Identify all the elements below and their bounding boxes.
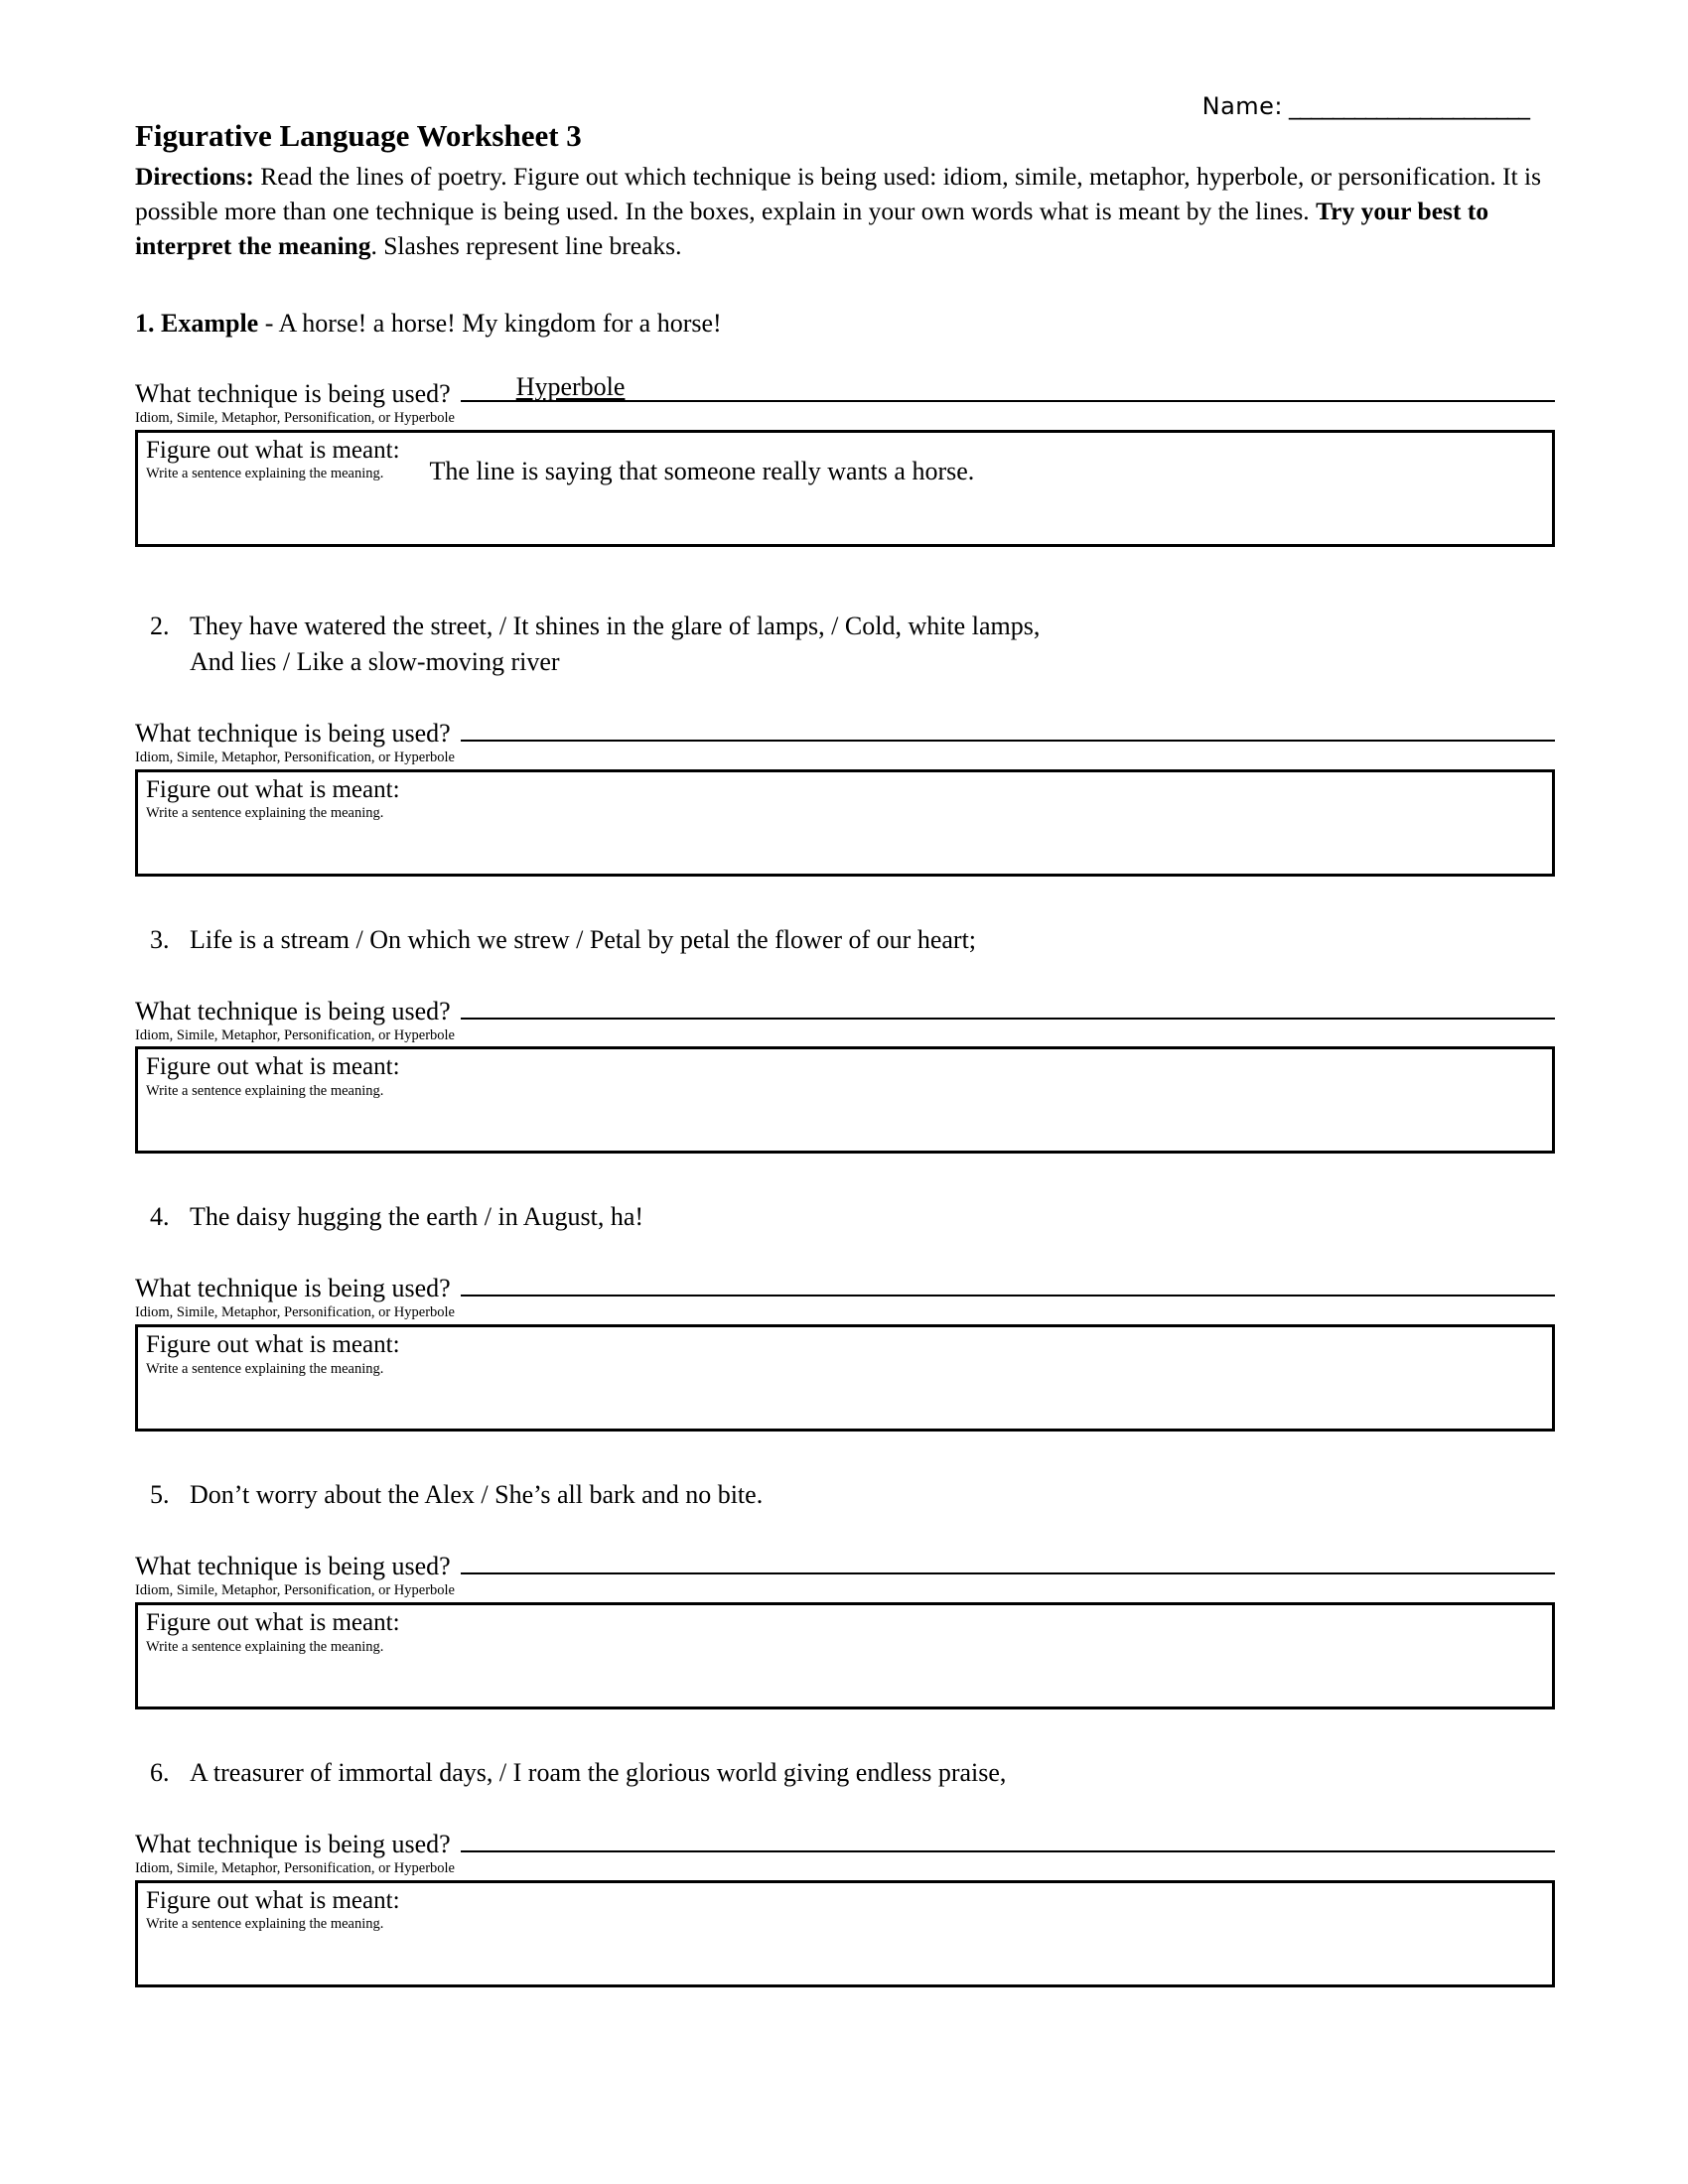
meaning-box-labels-3 [146,1053,400,1099]
question-prompt-6 [135,1755,1555,1791]
technique-question-label-3: What technique is being used? [135,996,451,1025]
meaning-box-subtitle-4: Write a sentence explaining the meaning. [146,1360,384,1377]
technique-hint-3: Idiom, Simile, Metaphor, Personification, or Hyperbole [135,1026,455,1043]
technique-answer-input-3[interactable] [461,992,1555,1020]
technique-row-3 [135,992,1555,1026]
question-body-5 [190,1477,1555,1513]
technique-hint-4: Idiom, Simile, Metaphor, Personification, or Hyperbole [135,1304,455,1321]
technique-hint-5: Idiom, Simile, Metaphor, Personification, or Hyperbole [135,1582,455,1599]
meaning-box-title-6: Figure out what is meant: [146,1886,400,1914]
example-dash: - [258,309,279,339]
question-line-2-2: And lies / Like a slow-moving river [190,646,560,676]
directions-paragraph [135,160,1555,263]
meaning-box-subtitle-3: Write a sentence explaining the meaning. [146,1082,384,1099]
question-body-2 [190,609,1555,680]
technique-question-label-4: What technique is being used? [135,1274,451,1303]
meaning-box-subtitle-2: Write a sentence explaining the meaning. [146,805,384,822]
meaning-answer-box-example[interactable] [135,430,1555,547]
meaning-box-labels-5 [146,1609,400,1655]
meaning-box-labels-2 [146,776,400,822]
meaning-answer-box-6[interactable] [135,1880,1555,1987]
question-number-6: 6. [150,1758,170,1788]
meaning-answer-value-example: The line is saying that someone really wants a horse. [429,456,975,485]
directions-text-part-2: . Slashes represent line breaks. [370,230,682,260]
question-prompt-3 [135,922,1555,958]
meaning-answer-box-4[interactable] [135,1324,1555,1432]
technique-row-example [135,374,1555,409]
technique-answer-input-6[interactable] [461,1825,1555,1852]
technique-hint-2: Idiom, Simile, Metaphor, Personification, or Hyperbole [135,749,455,765]
directions-label: Directions: [135,162,254,192]
worksheet-content [135,117,1555,1987]
question-number-3: 3. [150,924,170,954]
technique-question-label-6: What technique is being used? [135,1829,451,1858]
meaning-box-title-2: Figure out what is meant: [146,775,400,803]
name-label: Name: [1201,92,1283,120]
example-number-label: 1. Example [135,309,259,339]
meaning-box-labels-example [146,437,400,482]
meaning-box-inner-3 [146,1053,1552,1099]
meaning-box-inner-2 [146,776,1552,822]
meaning-box-inner-6 [146,1887,1552,1933]
meaning-box-inner-5 [146,1609,1552,1655]
technique-answer-input-4[interactable] [461,1269,1555,1297]
meaning-box-title-example: Figure out what is meant: [146,436,400,464]
question-number-2: 2. [150,611,170,640]
technique-question-label-2: What technique is being used? [135,718,451,748]
question-line-1-2: They have watered the street, / It shines in the glare of lamps, / Cold, white lamps, [190,611,1041,640]
technique-row-2 [135,714,1555,749]
question-line-1-4: The daisy hugging the earth / in August, ha! [190,1202,644,1232]
meaning-box-title-5: Figure out what is meant: [146,1609,400,1637]
question-line-1-5: Don’t worry about the Alex / She’s all bark and no bite. [190,1480,764,1510]
question-body-6 [190,1755,1555,1791]
technique-answer-input-5[interactable] [461,1547,1555,1574]
question-number-5: 5. [150,1480,170,1510]
meaning-answer-box-5[interactable] [135,1602,1555,1709]
directions-text-part-1: Read the lines of poetry. Figure out which technique is being used: idiom, simile, metaphor, hyperbole, or personification. It is possible more than one technique is being used. In the boxes, explain in your own words what is meant by the lines. [135,162,1542,225]
technique-question-label-5: What technique is being used? [135,1552,451,1581]
question-prompt-2 [135,609,1555,680]
name-field[interactable] [1202,94,1529,118]
technique-answer-value-example: Hyperbole [515,372,626,401]
question-item-2 [135,609,1555,877]
technique-answer-input-2[interactable] [461,714,1555,742]
question-line-1-3: Life is a stream / On which we strew / Petal by petal the flower of our heart; [190,924,977,954]
meaning-box-title-4: Figure out what is meant: [146,1331,400,1359]
example-prompt-text: A horse! a horse! My kingdom for a horse! [278,309,722,339]
meaning-box-inner-4 [146,1331,1552,1377]
question-body-4 [190,1199,1555,1235]
page-title: Figurative Language Worksheet 3 [135,118,582,153]
example-prompt [135,307,1555,341]
question-item-5 [135,1477,1555,1709]
meaning-answer-box-3[interactable] [135,1046,1555,1154]
meaning-box-subtitle-6: Write a sentence explaining the meaning. [146,1916,384,1933]
technique-row-4 [135,1269,1555,1303]
technique-question-label: What technique is being used? [135,379,451,408]
meaning-box-title-3: Figure out what is meant: [146,1053,400,1081]
technique-hint-6: Idiom, Simile, Metaphor, Personification, or Hyperbole [135,1859,455,1876]
technique-answer-input-example[interactable] [461,374,1555,402]
question-item-6 [135,1755,1555,1987]
technique-row-5 [135,1547,1555,1581]
name-blank-line[interactable]: ______________________ [1289,92,1529,120]
meaning-box-subtitle-example: Write a sentence explaining the meaning. [146,466,384,482]
meaning-answer-box-2[interactable] [135,769,1555,877]
question-line-1-6: A treasurer of immortal days, / I roam the glorious world giving endless praise, [190,1758,1007,1788]
meaning-box-inner-example [146,437,1552,484]
question-prompt-5 [135,1477,1555,1513]
question-item-3 [135,922,1555,1155]
meaning-box-labels-4 [146,1331,400,1377]
technique-hint-example: Idiom, Simile, Metaphor, Personification, or Hyperbole [135,410,455,426]
question-item-4 [135,1199,1555,1432]
directions-emphasis: Try your best to interpret the meaning [135,196,1489,260]
question-number-4: 4. [150,1202,170,1232]
question-body-3 [190,922,1555,958]
technique-row-6 [135,1825,1555,1859]
question-prompt-4 [135,1199,1555,1235]
meaning-box-labels-6 [146,1887,400,1933]
meaning-box-subtitle-5: Write a sentence explaining the meaning. [146,1638,384,1655]
